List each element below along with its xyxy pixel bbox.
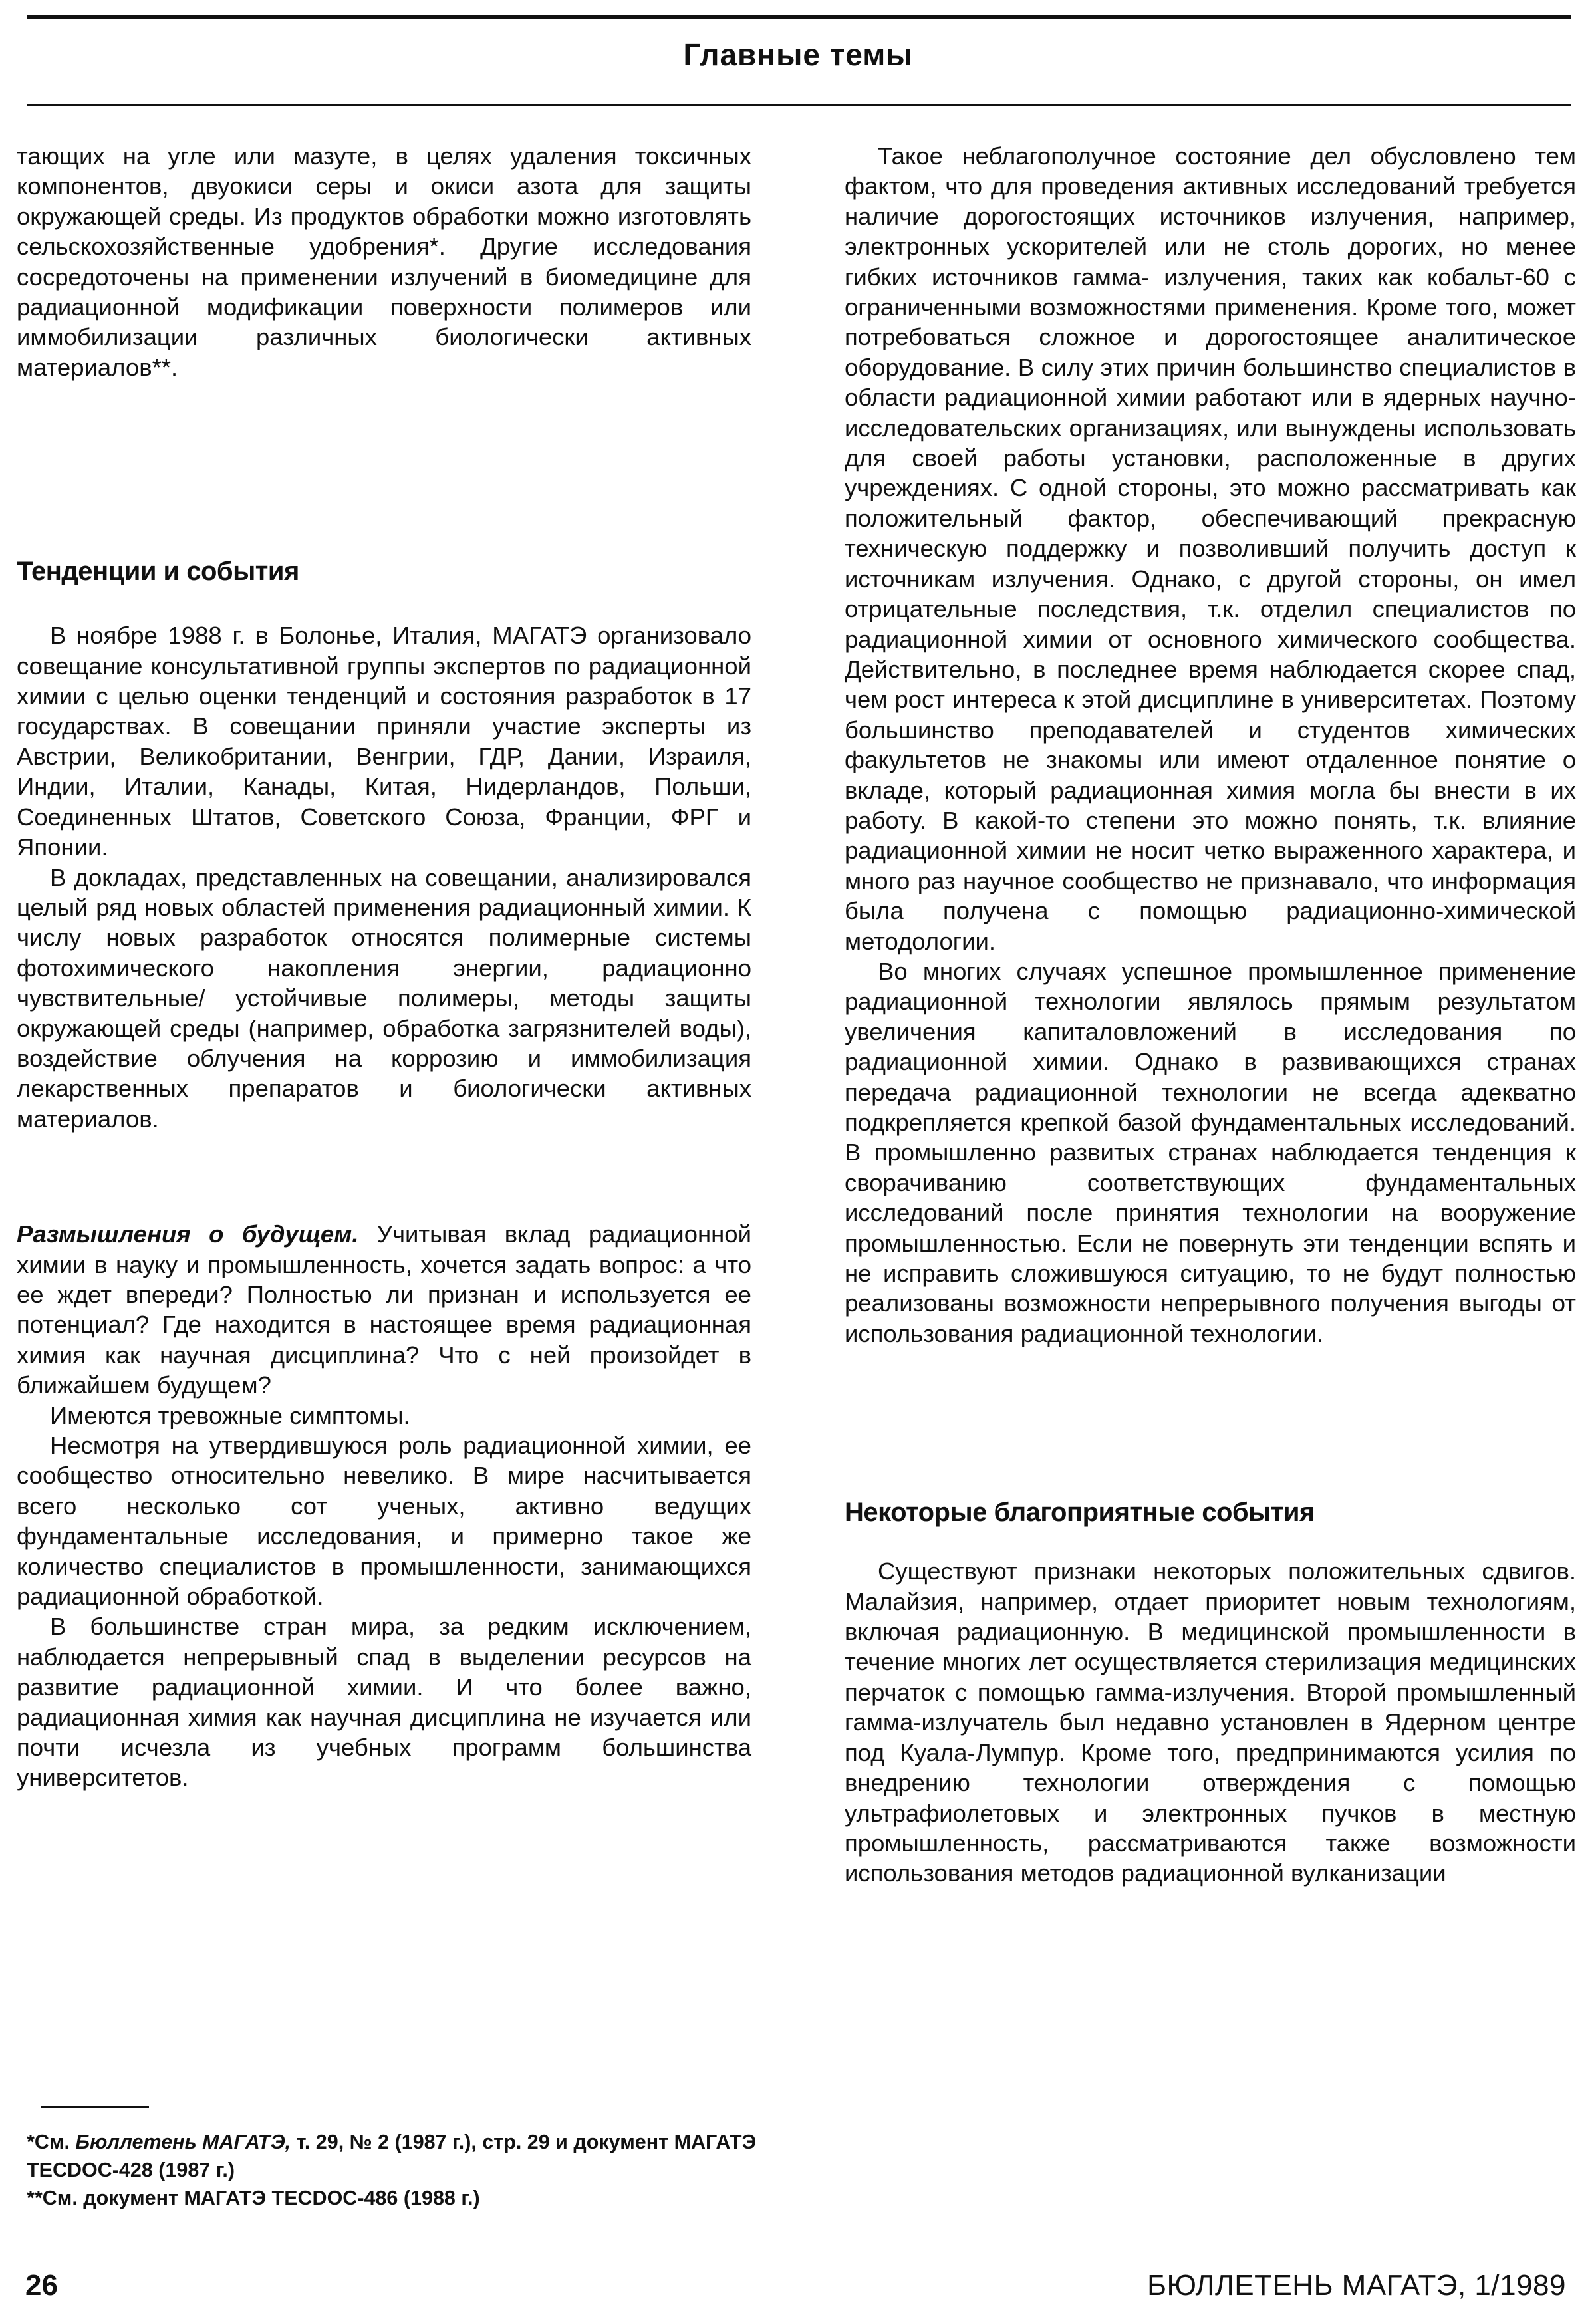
header-rule (27, 104, 1571, 106)
future-paragraph-3: Несмотря на утвердившуюся роль радиационной химии, ее сообщество относительно невелико. В мире насчитывается всего несколько сот ученых, активно ведущих фундаментальные исследования, и примерно такое же количество специалистов в промышленности, занимающихся радиационной обработкой. (17, 1432, 751, 1611)
future-paragraph-4: В большинстве стран мира, за редким исключением, наблюдается непрерывный спад в выделении ресурсов на развитие радиационной химии. И что более важно, радиационная химия как научная дисциплина не изучается или почти исчезла из учебных программ большинства университетов. (17, 1613, 751, 1792)
footnote-rule (41, 2106, 149, 2108)
right-paragraph-1: Такое неблагополучное состояние дел обусловлено тем фактом, что для проведения активных исследований требуется наличие дорогостоящих источников излучения, например, электронных ускорителей или не столь дорогих, но менее гибких источников гамма- излучения, таких как кобальт-60 с ограниченными возможностями применения. Кроме того, может потребоваться сложное и дорогостоящее аналитическое оборудование. В силу этих причин большинство специалистов в области радиационной химии работают или в ядерных научно-исследовательских организациях, или вынуждены использовать для своей работы установки, расположенные в других учреждениях. С одной стороны, это можно рассматривать как положительный фактор, обеспечивающий прекрасную техническую поддержку и позволивший получить доступ к источникам излучения. Однако, с другой стороны, он имел отрицательные последствия, т.к. отделил специалистов по радиационной химии от основного химического сообщества. Действительно, в последнее время наблюдается скорее спад, чем рост интереса к этой дисциплине в университетах. Поэтому большинство преподавателей и студентов химических факультетов не знакомы или имеют отдаленное понятие о вкладе, который радиационная химия могла бы внести в их работу. В какой-то степени это можно понять, т.к. влияние радиационной химии не носит четко выраженного характера, и много раз научное сообщество не признавало, что информация была получена с помощью радиационно-химической методологии. (845, 142, 1576, 955)
right-paragraph-2: Во многих случаях успешное промышленное применение радиационной технологии являлось прямым результатом увеличения капиталовложений в исследования по радиационной химии. Однако в развивающихся странах передача радиационной технологии не всегда адекватно подкрепляется крепкой базой фундаментальных исследований. В промышленно развитых странах наблюдается тенденция к сворачиванию соответствующих фундаментальных исследований после принятия технологии на вооружение промышленностью. Если не повернуть эти тенденции вспять и не исправить сложившуюся ситуацию, то не будут полностью реализованы возможности непрерывного получения выгоды от использования радиационной технологии. (845, 957, 1576, 1347)
future-paragraph-2: Имеются тревожные симптомы. (50, 1401, 410, 1429)
favorable-paragraph-1: Существуют признаки некоторых положительных сдвигов. Малайзия, например, отдает приоритет новым технологиям, включая радиационную. В медицинской промышленности в течение многих лет осуществляется стерилизация медицинских перчаток с помощью гамма-излучения. Второй промышленный гамма-излучатель был недавно установлен в Ядерном центре под Куала-Лумпур. Кроме того, предпринимаются усилия по внедрению технологии отверждения с помощью ультрафиолетовых и электронных пучков в местную промышленность, рассматриваются также возможности использования методов радиационной вулканизации (845, 1558, 1576, 1887)
intro-paragraph: тающих на угле или мазуте, в целях удаления токсичных компонентов, двуокиси серы и окиси азота для защиты окружающей среды. Из продуктов обработки можно изготовлять сельскохозяйственные удобрения*. Другие исследования сосредоточены на применении излучений в биомедицине для радиационной модификации поверхности полимеров или иммобилизации различных биологически активных материалов**. (17, 142, 751, 381)
journal-title: БЮЛЛЕТЕНЬ МАГАТЭ, 1/1989 (1147, 2269, 1566, 2302)
footnote-1-prefix: *См. (27, 2131, 76, 2153)
future-paragraph-1-text: Учитывая вклад радиационной химии в науку и промышленность, хочется задать вопрос: а что ее ждет впереди? Полностью ли признан и используется ее потенциал? Где находится в настоящее время радиационная химия как научная дисциплина? Что с ней произойдет в ближайшем будущем? (17, 1220, 751, 1399)
left-column (17, 141, 751, 1793)
section-title-favorable: Некоторые благоприятные события (845, 1498, 1315, 1528)
trends-paragraph-2: В докладах, представленных на совещании, анализировался целый ряд новых областей применения радиационный химии. К числу новых разработок относятся полимерные системы фотохимического накопления энергии, радиационно чувствительные/ устойчивые полимеры, методы защиты окружающей среды (например, обработка загрязнителей воды), воздействие облучения на коррозию и иммобилизация лекарственных препаратов и биологически активных материалов. (17, 863, 751, 1133)
footnote-1-source: Бюллетень МАГАТЭ, (75, 2131, 291, 2153)
footnote-2: **См. документ МАГАТЭ TECDOC-486 (1988 г.) (27, 2187, 480, 2209)
section-title-trends: Тенденции и события (17, 557, 299, 587)
future-paragraph-1 (17, 1219, 751, 1400)
footnote-1-rest: т. 29, № 2 (1987 г.), стр. 29 и документ МАГАТЭ TECDOC-428 (1987 г.) (27, 2131, 757, 2181)
right-column (845, 141, 1576, 1889)
top-rule (27, 15, 1571, 19)
page-number: 26 (25, 2269, 58, 2302)
trends-paragraph-1: В ноябре 1988 г. в Болонье, Италия, МАГАТЭ организовало совещание консультативной группы экспертов по радиационной химии с целью оценки тенденций и состояния разработок в 17 государствах. В совещании приняли участие эксперты из Австрии, Великобритании, Венгрии, ГДР, Дании, Израиля, Индии, Италии, Канады, Китая, Нидерландов, Польши, Соединенных Штатов, Советского Союза, Франции, ФРГ и Японии. (17, 622, 751, 861)
running-head: Главные темы (683, 37, 913, 72)
footnotes (27, 2128, 758, 2212)
footnote-1 (27, 2128, 758, 2184)
future-run-in-head: Размышления о будущем. (17, 1220, 359, 1248)
